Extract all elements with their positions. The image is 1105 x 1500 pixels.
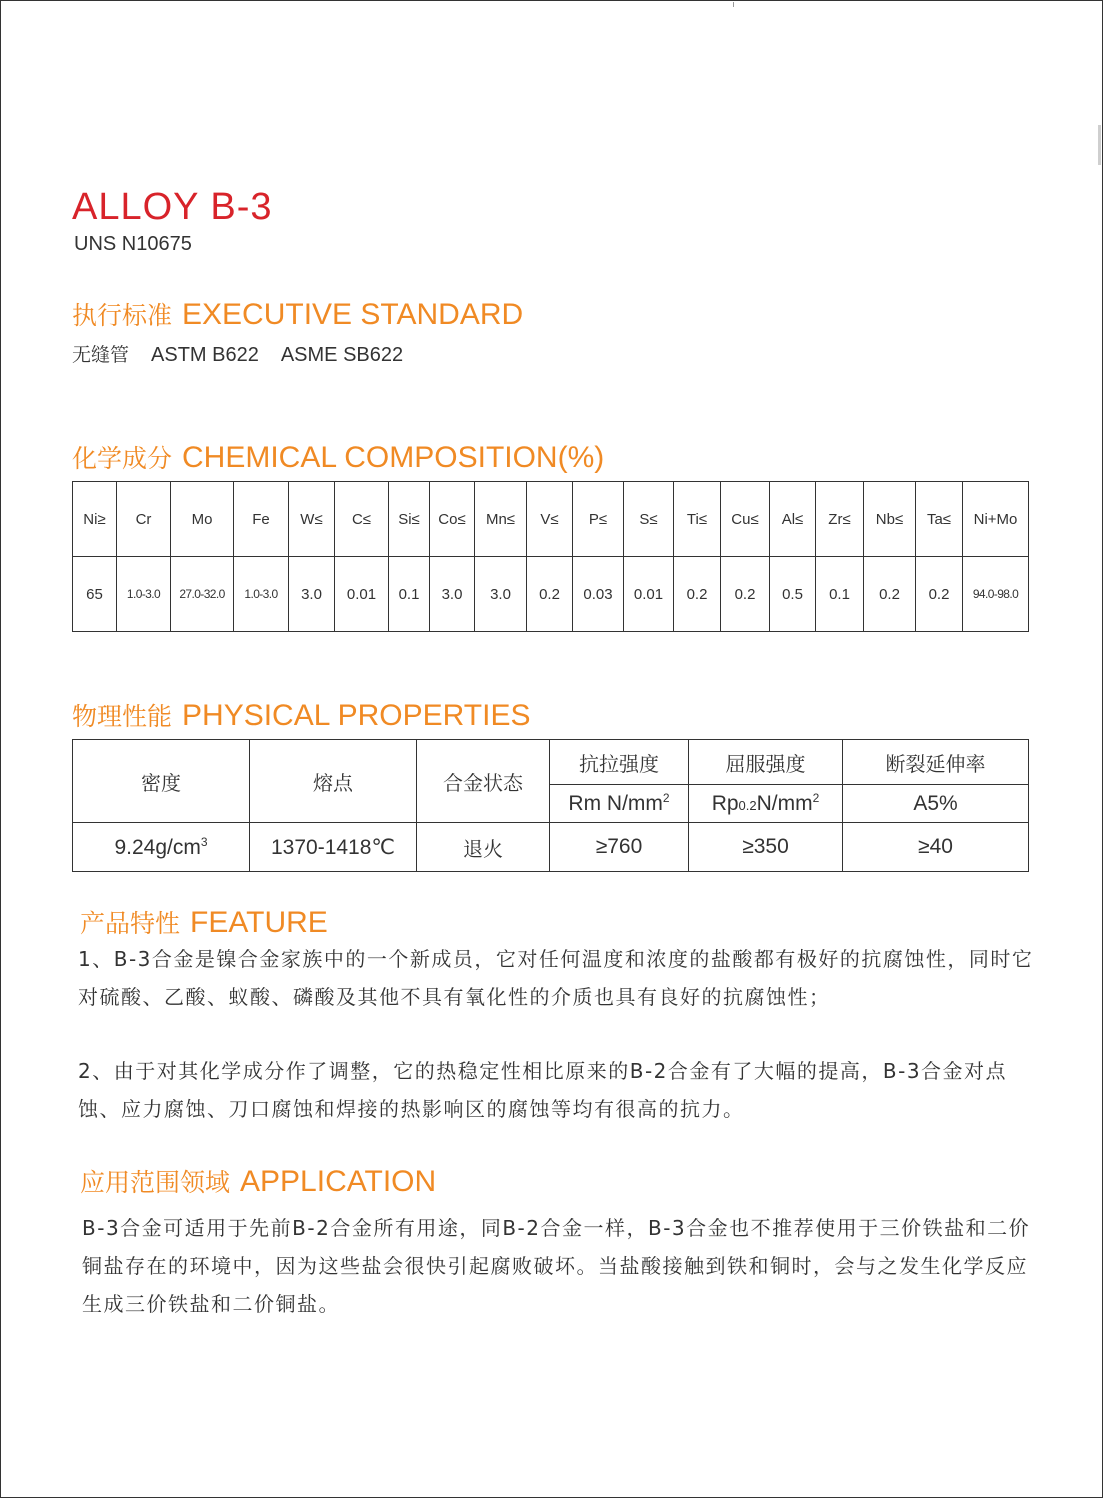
element-header: Nb≤	[864, 482, 916, 557]
physical-properties-heading	[72, 698, 530, 735]
application-paragraph: B-3合金可适用于先前B-2合金所有用途，同B-2合金一样，B-3合金也不推荐使用于三价铁盐和二价铜盐存在的环境中，因为这些盐会很快引起腐败破坏。当盐酸接触到铁和铜时，会与之发生化学反应生成三价铁盐和二价铜盐。	[82, 1216, 1031, 1316]
feature-paragraph-2: 2、由于对其化学成分作了调整，它的热稳定性相比原来的B-2合金有了大幅的提高，B-3合金对点蚀、应力腐蚀、刀口腐蚀和焊接的热影响区的腐蚀等均有很高的抗力。	[78, 1059, 1008, 1121]
chemical-composition-heading	[72, 440, 604, 477]
tensile-unit	[550, 785, 689, 823]
heading-en: FEATURE	[190, 906, 328, 939]
standard-item: 无缝管	[72, 344, 130, 366]
tensile-strength-value: ≥760	[550, 823, 689, 872]
table-header-row	[73, 740, 1029, 785]
yield-strength-header: 屈服强度	[689, 740, 843, 785]
element-header: Ta≤	[916, 482, 963, 557]
table-value-row	[73, 823, 1029, 872]
element-value: 0.03	[573, 557, 624, 632]
melting-point-header: 熔点	[250, 740, 417, 823]
element-value: 0.2	[721, 557, 770, 632]
element-value: 0.01	[624, 557, 674, 632]
edge-mark	[1098, 125, 1101, 165]
element-header: Cu≤	[721, 482, 770, 557]
heading-cn: 产品特性	[80, 909, 181, 938]
value-exponent: 3	[200, 834, 208, 849]
element-header: Fe	[234, 482, 289, 557]
elongation-header: 断裂延伸率	[843, 740, 1029, 785]
element-header: P≤	[573, 482, 624, 557]
element-value: 3.0	[430, 557, 475, 632]
heading-en: EXECUTIVE STANDARD	[182, 298, 524, 331]
unit-text: Rm N/mm	[568, 792, 663, 815]
element-header: Zr≤	[816, 482, 864, 557]
element-value: 0.2	[864, 557, 916, 632]
alloy-state-header: 合金状态	[417, 740, 550, 823]
heading-cn: 物理性能	[72, 702, 173, 731]
heading-en: PHYSICAL PROPERTIES	[182, 699, 531, 732]
table-value-row	[73, 557, 1029, 632]
unit-prefix: Rp	[711, 792, 739, 815]
element-value: 65	[73, 557, 117, 632]
alloy-state-value: 退火	[417, 823, 550, 872]
element-header: V≤	[527, 482, 573, 557]
alloy-title: ALLOY B-3	[72, 186, 273, 228]
feature-paragraph-1: 1、B-3合金是镍合金家族中的一个新成员，它对任何温度和浓度的盐酸都有极好的抗腐蚀性，同时它对硫酸、乙酸、蚁酸、磷酸及其他不具有氧化性的介质也具有良好的抗腐蚀性；	[78, 947, 1034, 1009]
yield-strength-value: ≥350	[689, 823, 843, 872]
physical-properties-table	[72, 739, 1029, 872]
heading-cn: 应用范围领域	[80, 1168, 231, 1197]
feature-heading	[80, 905, 328, 942]
element-value: 3.0	[475, 557, 527, 632]
yield-unit	[689, 785, 843, 823]
element-header: Mo	[171, 482, 234, 557]
standard-item: ASTM B622	[151, 344, 259, 366]
element-value: 0.2	[527, 557, 573, 632]
table-header-row	[73, 482, 1029, 557]
element-header: S≤	[624, 482, 674, 557]
application-heading	[80, 1164, 436, 1201]
standard-item: ASME SB622	[280, 344, 404, 366]
density-header: 密度	[73, 740, 250, 823]
executive-standard-list	[72, 343, 425, 367]
unit-subscript: 0.2	[738, 798, 757, 813]
element-value: 0.1	[816, 557, 864, 632]
chemical-composition-table	[72, 481, 1029, 632]
unit-text: N/mm	[756, 792, 813, 815]
value-text: 9.24g/cm	[114, 835, 201, 859]
element-value: 0.1	[389, 557, 430, 632]
elongation-unit: A5%	[843, 785, 1029, 823]
element-header: Al≤	[770, 482, 816, 557]
element-header: Cr	[117, 482, 171, 557]
element-value: 94.0-98.0	[963, 557, 1029, 632]
element-header: W≤	[289, 482, 335, 557]
unit-exponent: 2	[812, 791, 820, 805]
elongation-value: ≥40	[843, 823, 1029, 872]
tensile-strength-header: 抗拉强度	[550, 740, 689, 785]
heading-cn: 执行标准	[72, 301, 173, 330]
element-header: Co≤	[430, 482, 475, 557]
heading-en: APPLICATION	[240, 1165, 437, 1198]
density-value	[73, 823, 250, 872]
heading-cn: 化学成分	[72, 444, 173, 473]
element-header: Ni≥	[73, 482, 117, 557]
element-header: Si≤	[389, 482, 430, 557]
unit-exponent: 2	[662, 791, 670, 805]
element-header: Ti≤	[674, 482, 721, 557]
element-value: 1.0-3.0	[117, 557, 171, 632]
element-value: 27.0-32.0	[171, 557, 234, 632]
element-value: 0.2	[674, 557, 721, 632]
heading-en: CHEMICAL COMPOSITION(%)	[182, 441, 605, 474]
executive-standard-heading	[72, 297, 523, 334]
element-value: 0.5	[770, 557, 816, 632]
element-header: Mn≤	[475, 482, 527, 557]
element-value: 3.0	[289, 557, 335, 632]
element-header: Ni+Mo	[963, 482, 1029, 557]
element-value: 0.01	[335, 557, 389, 632]
melting-point-value: 1370-1418℃	[250, 823, 417, 872]
element-value: 0.2	[916, 557, 963, 632]
uns-number: UNS N10675	[74, 233, 192, 255]
element-value: 1.0-3.0	[234, 557, 289, 632]
element-header: C≤	[335, 482, 389, 557]
crop-mark	[733, 2, 734, 7]
